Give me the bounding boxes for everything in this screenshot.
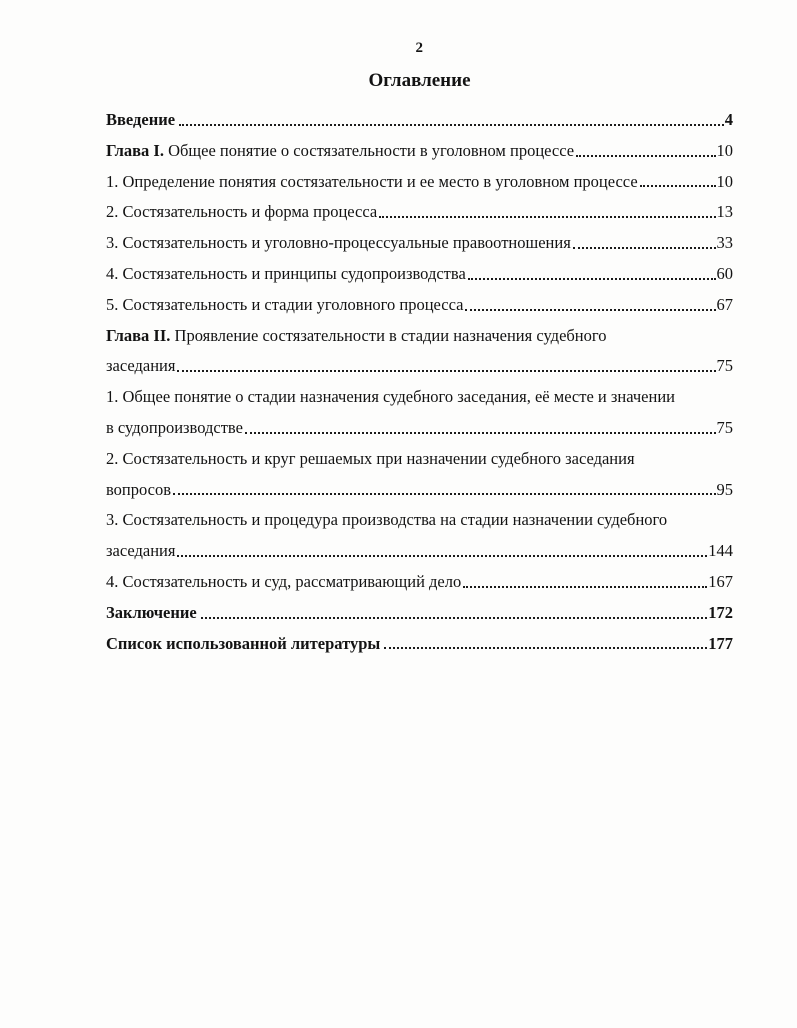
dot-leader — [468, 278, 716, 280]
toc-entry-text: Введение — [106, 110, 176, 129]
toc-page-number: 33 — [716, 233, 733, 253]
dot-leader — [384, 647, 707, 649]
dot-leader — [201, 617, 708, 619]
toc-page-number: 67 — [716, 294, 733, 314]
toc-entry-text: 4. Состязательность и суд, рассматривающий дело — [106, 571, 462, 591]
dot-leader — [573, 247, 716, 249]
dot-leader — [465, 309, 715, 311]
toc-entry-text: 2. Состязательность и форма процесса — [106, 202, 378, 222]
toc-line — [106, 536, 733, 567]
toc-line — [106, 382, 733, 413]
toc-entry-text: Глава I. Общее понятие о состязательности в уголовном процессе — [106, 140, 575, 160]
toc-line — [106, 598, 733, 629]
toc-entry-text: заседания — [106, 541, 176, 561]
toc-entry — [106, 105, 733, 136]
dot-leader — [463, 586, 707, 588]
page-number: 2 — [415, 40, 424, 56]
toc-entry — [106, 228, 733, 259]
toc-page-number: 75 — [716, 417, 733, 437]
toc-entry-text: Список использованной литературы — [106, 633, 381, 653]
toc-entry-text: Заключение — [106, 602, 197, 622]
toc-entry — [106, 382, 733, 444]
toc-entry-text: 2. Состязательность и круг решаемых при назначении судебного заседания — [106, 448, 635, 468]
toc-line — [106, 321, 733, 352]
toc-page-number: 95 — [716, 479, 733, 499]
toc-page-number: 60 — [716, 263, 733, 283]
toc-line — [106, 197, 733, 228]
toc-page-number: 167 — [708, 571, 733, 591]
dot-leader — [379, 216, 715, 218]
toc-line — [106, 167, 733, 198]
toc-page-number: 10 — [716, 140, 733, 160]
toc-entry-text: вопросов — [106, 479, 172, 499]
toc-entry-text: 4. Состязательность и принципы судопроизводства — [106, 263, 466, 283]
toc-entry-text: 5. Состязательность и стадии уголовного процесса — [106, 294, 464, 314]
toc-entry — [106, 321, 733, 383]
toc-entry — [106, 444, 733, 506]
toc-entry — [106, 197, 733, 228]
toc-page-number: 144 — [708, 541, 733, 561]
dot-leader — [173, 493, 715, 495]
dot-leader — [177, 555, 707, 557]
toc-entry-text: 3. Состязательность и уголовно-процессуальные правоотношения — [106, 233, 571, 253]
toc-line — [106, 259, 733, 290]
toc-entry — [106, 598, 733, 629]
toc-entry — [106, 290, 733, 321]
toc-line — [106, 105, 733, 136]
dot-leader — [640, 185, 716, 187]
toc-line — [106, 629, 733, 660]
toc-entry-prefix: Глава II. — [106, 325, 171, 345]
toc-entry — [106, 167, 733, 198]
toc-line — [106, 444, 733, 475]
toc-entry-text: 1. Определение понятия состязательности и ее место в уголовном процессе — [106, 171, 638, 191]
toc-page-number: 172 — [708, 602, 733, 622]
toc-entry-prefix: Глава I. — [106, 140, 164, 160]
toc-line — [106, 413, 733, 444]
dot-leader — [179, 124, 724, 126]
table-of-contents — [106, 105, 733, 659]
toc-page-number: 10 — [716, 171, 733, 191]
dot-leader — [177, 370, 715, 372]
toc-line — [106, 136, 733, 167]
dot-leader — [245, 432, 716, 434]
toc-line — [106, 475, 733, 506]
dot-leader — [576, 155, 715, 157]
toc-line — [106, 351, 733, 382]
toc-line — [106, 228, 733, 259]
toc-entry-text: заседания — [106, 356, 176, 376]
toc-entry-text: 3. Состязательность и процедура производства на стадии назначении судебного — [106, 510, 668, 530]
toc-line — [106, 567, 733, 598]
toc-entry-text: 1. Общее понятие о стадии назначения судебного заседания, её месте и значении — [106, 387, 675, 407]
toc-entry — [106, 629, 733, 660]
toc-page-number: 177 — [708, 633, 733, 653]
toc-page-number: 4 — [724, 110, 733, 129]
toc-line — [106, 290, 733, 321]
toc-entry-text: в судопроизводстве — [106, 417, 243, 437]
toc-entry-text: Глава II. Проявление состязательности в стадии назначения судебного — [106, 325, 607, 345]
toc-page-number: 13 — [716, 202, 733, 222]
toc-line — [106, 505, 733, 536]
toc-entry — [106, 136, 733, 167]
toc-entry — [106, 505, 733, 567]
page-title: Оглавление — [368, 70, 471, 91]
toc-entry — [106, 567, 733, 598]
toc-entry — [106, 259, 733, 290]
toc-page-number: 75 — [716, 356, 733, 376]
